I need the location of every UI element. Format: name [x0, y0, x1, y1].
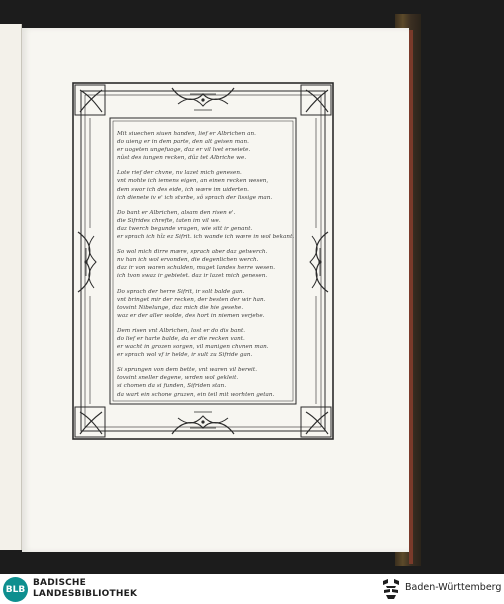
- poem-line: nv han ich wol ervonden, die degenlichen werch.: [117, 257, 259, 264]
- poem-text-block: [117, 130, 297, 406]
- footer-bar: [0, 574, 504, 604]
- poem-line: Do bant er Albrichen, alsam den risen e'.: [117, 209, 236, 216]
- poem-line: tovsint Nibelunge, daz mich die hie gesehe.: [117, 304, 244, 311]
- poem-line: dem swor ich des eide, ich wære im uiderten.: [117, 186, 249, 193]
- stanza: [117, 248, 297, 280]
- poem-line: er sprach ich hîz ez Sifrit. ich wande ich wære in wol bekant.: [117, 234, 295, 241]
- poem-line: die Sifrides chrefte, taten im vil we.: [117, 217, 221, 224]
- poem-line: ich tvon swaz ir gebietet. daz ir lazet mich genesen.: [117, 273, 268, 280]
- poem-line: vnt mohte ich iemens eigen, an einen recken wesen,: [117, 178, 269, 185]
- library-name-line1: BADISCHE: [33, 578, 87, 588]
- poem-line: si chomen da si funden, Sifriden stan.: [117, 383, 227, 390]
- poem-line: vnt bringet mir der recken, der besten der wir han.: [117, 296, 266, 303]
- state-name[interactable]: Baden-Württemberg: [405, 582, 502, 593]
- library-name-line2: LANDESBIBLIOTHEK: [33, 589, 138, 599]
- poem-line: er sprach wol vf ir helde, ir sult zu Sifride gan.: [117, 352, 253, 359]
- poem-line: waz er der aller wolde, des hort in niemen verjehe.: [117, 312, 265, 319]
- stanza: [117, 130, 297, 162]
- poem-line: da wart ein schone gruzen, ein teil mit worhten getan.: [117, 391, 275, 398]
- stanza: [117, 327, 297, 359]
- stanza: [117, 209, 297, 241]
- book-spine-red-edge: [409, 30, 413, 564]
- blb-logo[interactable]: BLB: [3, 577, 28, 602]
- poem-line: So wol mich dirre mære, sprach aber daz getwerch.: [117, 249, 268, 256]
- library-name[interactable]: [33, 578, 137, 600]
- poem-line: nûst des iungen recken, dûz tet Albriche we.: [117, 155, 247, 162]
- poem-line: er uogeten ungefuoge, daz er vil lvet erseiete.: [117, 147, 251, 154]
- poem-line: do uieng er in dem parte, den alt geisen man.: [117, 139, 249, 146]
- poem-line: Mit siuechen siuen handen, lief er Albrichen an.: [117, 131, 256, 137]
- poem-line: tovsint sneller degene, wrden wol gekleit.: [117, 375, 239, 382]
- coat-of-arms-icon: [380, 577, 402, 601]
- poem-line: Dem risen vnt Albrichen, lost er do dis bant.: [117, 327, 246, 334]
- poem-line: daz ir von waren schulden, muget landes herre wesen.: [117, 265, 276, 272]
- poem-line: daz twerch begunde vragen, wie sitt ir genant.: [117, 225, 253, 232]
- left-page-edge: [0, 24, 22, 550]
- stanza: [117, 366, 297, 398]
- poem-line: Si sprungen von dem bette, vnt waren vil bereit.: [117, 367, 258, 374]
- stanza: [117, 288, 297, 320]
- poem-line: ich dienete iv e' ich stvrbe, sô sprach der lissige man.: [117, 194, 273, 201]
- stanza: [117, 169, 297, 201]
- poem-line: er wacht in grozen sorgen, vil manigen chvnen man.: [117, 344, 269, 351]
- poem-line: Lote rief der chvne, nv lazet mich genesen.: [117, 170, 242, 177]
- poem-line: Do sprach der herre Sifrit, ir solt balde gan.: [117, 288, 245, 295]
- poem-line: do lief er harte balde, da er die recken vant.: [117, 335, 245, 342]
